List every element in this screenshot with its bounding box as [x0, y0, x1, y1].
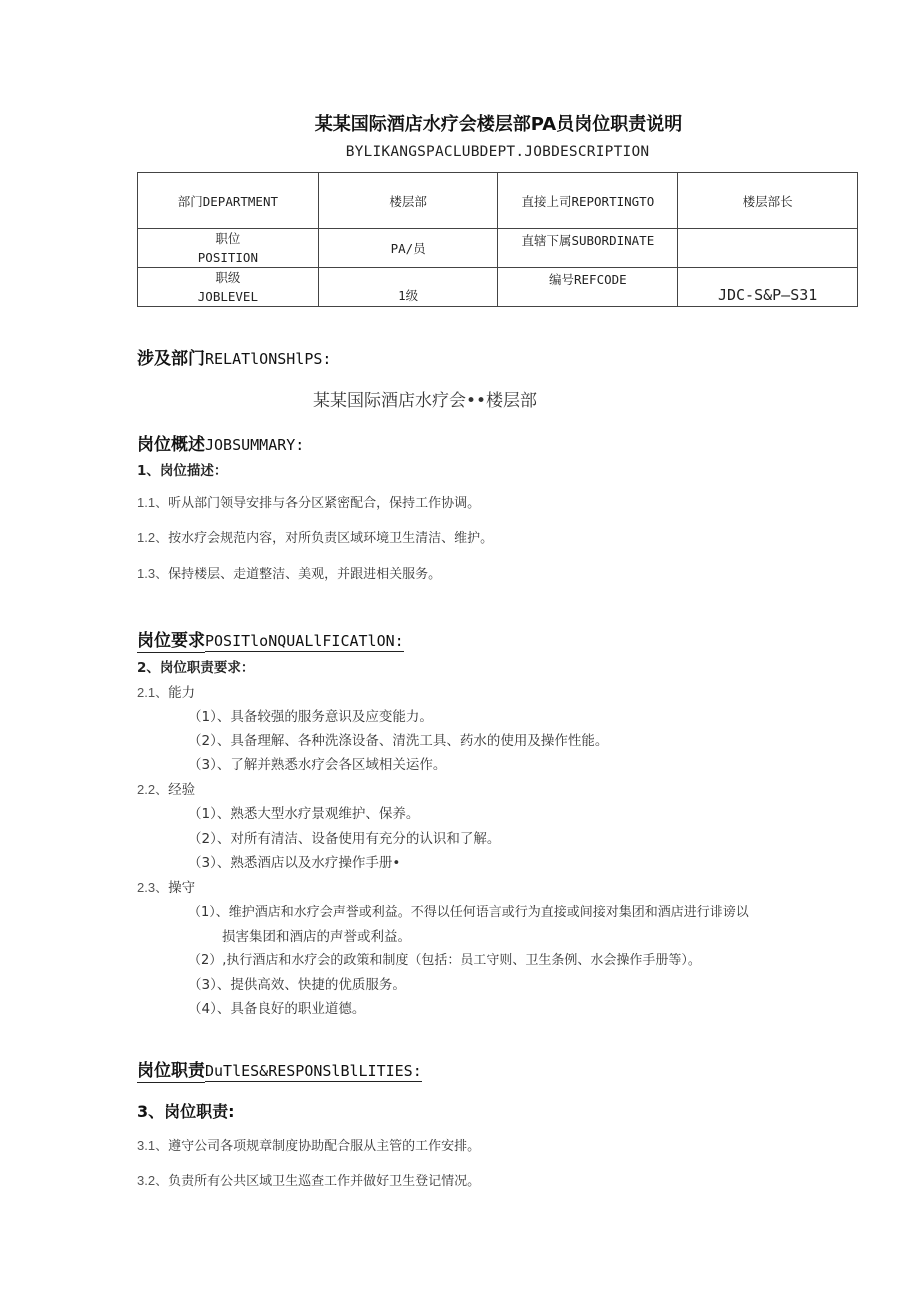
reporting-label: 直接上司REPORTINGTO [498, 173, 678, 229]
duties-item-2-num: 3.2、 [137, 1173, 169, 1188]
group-3-item-3: （3）、提供高效、快捷的优质服务。 [188, 977, 406, 993]
position-label-en: POSITION [197, 250, 258, 265]
group-3-num: 2.3、 [137, 880, 169, 895]
group-2-label: 经验 [168, 782, 196, 798]
group-2-item-1: （1）、熟悉大型水疗景观维护、保养。 [188, 806, 420, 822]
group-3-item-4: （4）、具备良好的职业道德。 [188, 1001, 366, 1017]
summary-item-2-num: 1.2、 [137, 530, 169, 545]
summary-item-1 [137, 492, 480, 511]
group-3-item-1: （1）、维护酒店和水疗会声誉或利益。不得以任何语言或行为直接或间接对集团和酒店进行诽谤以 [188, 905, 749, 920]
level-label [138, 268, 319, 307]
duties-heading-en: DuTlES&RESPONSlBlLITIES: [205, 1062, 422, 1080]
duties-item-1-num: 3.1、 [137, 1138, 169, 1153]
summary-item-1-num: 1.1、 [137, 495, 169, 510]
qualification-sub: 2、岗位职责要求： [137, 660, 255, 676]
dept-label: 部门DEPARTMENT [138, 173, 319, 229]
summary-item-2-text: 按水疗会规范内容，对所负责区域环境卫生清洁、维护。 [168, 531, 494, 546]
group-1-item-2: （2）、具备理解、各种洗涤设备、清洗工具、药水的使用及操作性能。 [188, 733, 609, 749]
subordinate-value [678, 229, 858, 268]
duties-sub: 3、岗位职责: [137, 1102, 235, 1121]
summary-item-2 [137, 527, 493, 546]
summary-heading [137, 430, 304, 455]
qualification-heading-cn: 岗位要求 [137, 631, 205, 651]
group-3-item-1-cont: 损害集团和酒店的声誉或利益。 [222, 929, 411, 945]
group-2-item-2: （2）、对所有清洁、设备使用有充分的认识和了解。 [188, 831, 501, 847]
summary-item-3-text: 保持楼层、走道整洁、美观，并跟进相关服务。 [168, 567, 442, 582]
duties-item-1 [137, 1135, 480, 1154]
summary-item-3 [137, 563, 441, 582]
relationships-heading-cn: 涉及部门 [137, 349, 205, 369]
level-label-en: JOBLEVEL [197, 289, 258, 304]
info-table [137, 172, 858, 307]
duties-item-2 [137, 1170, 480, 1189]
group-2-heading [137, 778, 195, 798]
level-value: 1级 [318, 268, 498, 307]
page-title: 某某国际酒店水疗会楼层部PA员岗位职责说明 [314, 114, 683, 135]
summary-item-3-num: 1.3、 [137, 566, 169, 581]
group-1-num: 2.1、 [137, 685, 169, 700]
dept-value: 楼层部 [318, 173, 498, 229]
summary-item-1-text: 听从部门领导安排与各分区紧密配合，保持工作协调。 [168, 496, 481, 511]
group-3-label: 操守 [168, 880, 196, 896]
summary-heading-en: JOBSUMMARY: [205, 436, 305, 454]
qualification-heading-en: POSITloNQUALlFICATlON: [205, 632, 404, 650]
level-label-cn: 职级 [215, 270, 241, 285]
position-value: PA/员 [318, 229, 498, 268]
group-2-item-3: （3）、熟悉酒店以及水疗操作手册• [188, 855, 401, 871]
page-subtitle: BYLIKANGSPACLUBDEPT.JOBDESCRIPTION [345, 144, 650, 160]
summary-heading-cn: 岗位概述 [137, 435, 205, 455]
relationships-heading-en: RELATlONSHlPS: [205, 350, 332, 368]
group-1-heading [137, 681, 195, 701]
refcode-label: 编号REFCODE [498, 268, 678, 307]
duties-heading-cn: 岗位职责 [137, 1061, 205, 1081]
reporting-value: 楼层部长 [678, 173, 858, 229]
group-3-item-2: （2）,执行酒店和水疗会的政策和制度（包括：员工守则、卫生条例、水会操作手册等）。 [188, 953, 701, 968]
duties-item-1-text: 遵守公司各项规章制度协助配合服从主管的工作安排。 [168, 1139, 481, 1154]
duties-heading [137, 1056, 422, 1081]
subordinate-label: 直辖下属SUBORDINATE [498, 229, 678, 268]
relationships-heading [137, 344, 331, 369]
group-1-label: 能力 [168, 685, 196, 701]
group-1-item-3: （3）、了解并熟悉水疗会各区域相关运作。 [188, 757, 447, 773]
position-label-cn: 职位 [215, 231, 241, 246]
group-2-num: 2.2、 [137, 782, 169, 797]
group-1-item-1: （1）、具备较强的服务意识及应变能力。 [188, 709, 433, 725]
relationships-value: 某某国际酒店水疗会••楼层部 [312, 391, 538, 411]
duties-item-2-text: 负责所有公共区域卫生巡查工作并做好卫生登记情况。 [168, 1174, 481, 1189]
summary-sub: 1、岗位描述： [137, 463, 228, 479]
refcode-value: JDC-S&P—S31 [678, 268, 858, 307]
group-3-heading [137, 876, 195, 896]
position-label [138, 229, 319, 268]
qualification-heading [137, 626, 404, 651]
